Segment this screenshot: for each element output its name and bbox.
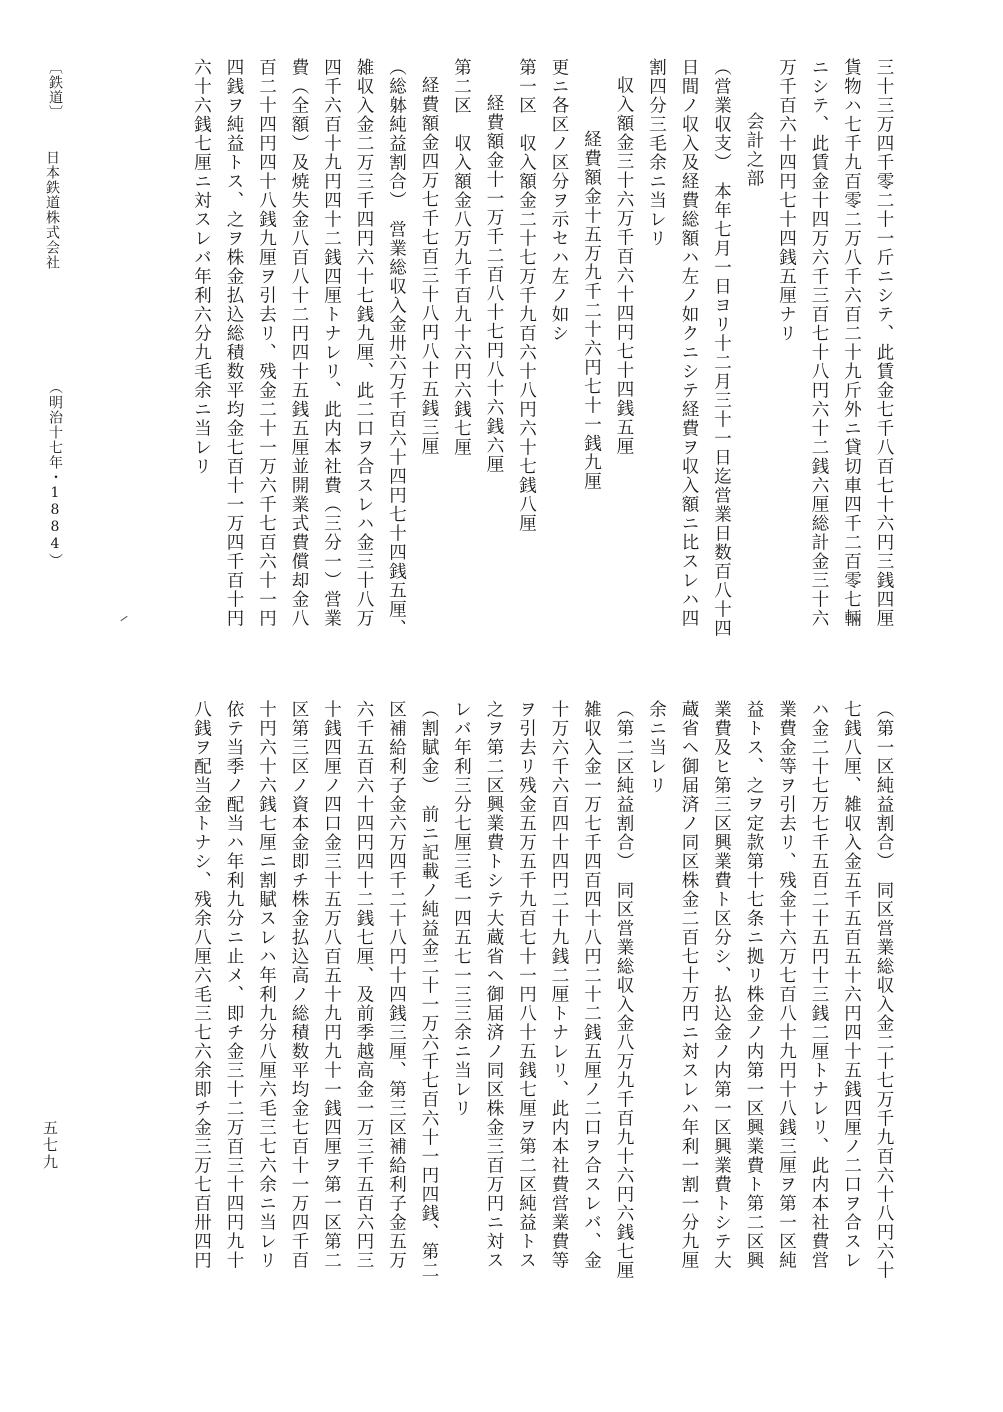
lower-text-column: 十銭四厘ノ四口金三十五万八百五十九円九十一銭四厘ヲ第一区第二 <box>321 700 342 1270</box>
lower-text-column: 雑収入金一万七千四百四十八円二十二銭五厘ノ二口ヲ合スレバ、金 <box>581 700 602 1270</box>
lower-text-column: 区補給利子金六万四千二十八円十四銭三厘、第三区補給利子金五万 <box>386 700 407 1270</box>
upper-text-column: 第二区 収入額金八万九千百九十六円六銭七厘 <box>451 58 472 457</box>
lower-text-column: 蔵省ヘ御届済ノ同区株金二百七十万円ニ対スレハ年利一割一分九厘 <box>679 700 699 1270</box>
upper-text-column: 雑収入金二万三千四円六十七銭九厘、此二口ヲ合スレハ金三十八万 <box>354 58 374 628</box>
footer-source-label: 〔鉄道〕 <box>47 60 63 120</box>
lower-text-column: （第二区純益割合） 同区営業総収入金八万九千百九十六円六銭七厘 <box>614 700 634 1281</box>
upper-text-column: （総躰純益割合） 営業総収入金卅六万千百六十四円七十四銭五厘、 <box>386 58 407 639</box>
lower-text-column: 余ニ当レリ <box>646 700 667 795</box>
lower-text-column: レバ年利三分七厘三毛一四五七一三三余ニ当レリ <box>451 700 472 1118</box>
lower-text-column: 八銭ヲ配当金トナシ、残余八厘六毛三七六余即チ金三万七百卅四円 <box>191 700 212 1270</box>
upper-text-column: 四千六百十九円四十二銭四厘トナレリ、此内本社費（三分一）営業 <box>321 58 342 628</box>
upper-text-column: 会計之部 <box>744 112 764 188</box>
upper-text-column: 四銭ヲ純益トス、之ヲ株金払込総積数平均金七百十一万四千百十円 <box>224 58 244 628</box>
lower-text-column: 七銭八厘、雑収入金五千五百五十六円四十五銭四厘ノ二口ヲ合スレ <box>841 700 862 1270</box>
upper-text-column: 百二十四円四十八銭九厘ヲ引去リ、残金二十一万六千七百六十一円 <box>256 58 277 628</box>
upper-text-column: 日間ノ収入及経費総額ハ左ノ如クニシテ経費ヲ収入額ニ比スレハ四 <box>679 58 699 628</box>
lower-text-column: （割賦金） 前ニ記載ノ純益金二十一万六千七百六十一円四銭、第二 <box>419 700 439 1281</box>
upper-text-column: 貨物ハ七千九百零二万八千六百二十九斤外ニ貸切車四千二百零七輛 <box>841 58 862 628</box>
lower-text-column: 十万六千六百四十四円二十九銭二厘トナレリ、此内本社費営業費等 <box>549 700 569 1270</box>
upper-text-block <box>85 58 900 658</box>
lower-text-column: 業費及ヒ第三区興業費ト区分シ、払込金ノ内第一区興業費トシテ大 <box>711 700 732 1270</box>
upper-text-column: ニシテ、此賃金十四万六千三百七十八円六十二銭六厘総計金三十六 <box>809 58 829 628</box>
upper-text-column: 収入額金三十六万千百六十四円七十四銭五厘 <box>614 76 634 456</box>
footer-company-name: 日本鉄道株式会社 <box>44 150 60 270</box>
lower-text-column: 区第三区ノ資本金即チ株金払込高ノ総積数平均金七百十一万四千百 <box>289 700 309 1270</box>
lower-text-column: 六千五百六十四円四十二銭七厘、及前季越高金一万三千五百六円三 <box>354 700 374 1270</box>
lower-text-column: 依テ当季ノ配当ハ年利九分ニ止メ、即チ金三十二万百三十四円九十 <box>224 700 244 1270</box>
upper-text-column: 割四分三毛余ニ当レリ <box>646 58 667 248</box>
upper-text-column: 費（全額）及焼失金八百八十二円四十五銭五厘並開業式費償却金八 <box>289 58 309 628</box>
lower-text-column: 業費金等ヲ引去リ、残金十六万七百八十九円十八銭三厘ヲ第一区純 <box>776 700 797 1270</box>
lower-text-column: 益トス、之ヲ定款第十七条ニ拠リ株金ノ内第一区興業費ト第二区興 <box>744 700 764 1270</box>
upper-text-column: 経費額金十一万千二百八十七円八十六銭六厘 <box>484 94 504 474</box>
page-number: 五七九 <box>41 1120 59 1171</box>
footer-date: （明治十七年・1884） <box>47 380 63 568</box>
lower-text-column: ハ金二十七万七千五百二十五円十三銭二厘トナレリ、此内本社費営 <box>809 700 829 1270</box>
lower-text-column: ヲ引去リ残金五万五千九百七十一円八十五銭七厘ヲ第二区純益トス <box>516 700 537 1270</box>
lower-text-column: （第一区純益割合） 同区営業総収入金二十七万千九百六十八円六十 <box>874 700 894 1281</box>
lower-text-block <box>85 700 900 1325</box>
upper-text-column: 経費額金十五万九千二十六円七十一銭九厘 <box>581 130 602 491</box>
upper-text-column: 六十六銭七厘ニ対スレバ年利六分九毛余ニ当レリ <box>191 58 212 476</box>
upper-text-column: 経費額金四万七千七百三十八円八十五銭三厘 <box>419 76 439 456</box>
upper-text-column: 三十三万四千零二十一斤ニシテ、此賃金七千八百七十六円三銭四厘 <box>874 58 894 628</box>
lower-text-column: 之ヲ第二区興業費トシテ大蔵省ヘ御届済ノ同区株金三百万円ニ対ス <box>484 700 504 1270</box>
upper-text-column: 第一区 収入額金二十七万千九百六十八円六十七銭八厘 <box>516 58 537 533</box>
lower-text-column: 十円六十六銭七厘ニ割賦スレハ年利九分八厘六毛三七六余ニ当レリ <box>256 700 277 1270</box>
upper-text-column: （営業収支） 本年七月一日ヨリ十二月三十一日迄営業日数百八十四 <box>711 58 732 639</box>
upper-text-column: 万千百六十四円七十四銭五厘ナリ <box>776 58 797 343</box>
upper-text-column: 更ニ各区ノ区分ヲ示セハ左ノ如シ <box>549 58 569 343</box>
